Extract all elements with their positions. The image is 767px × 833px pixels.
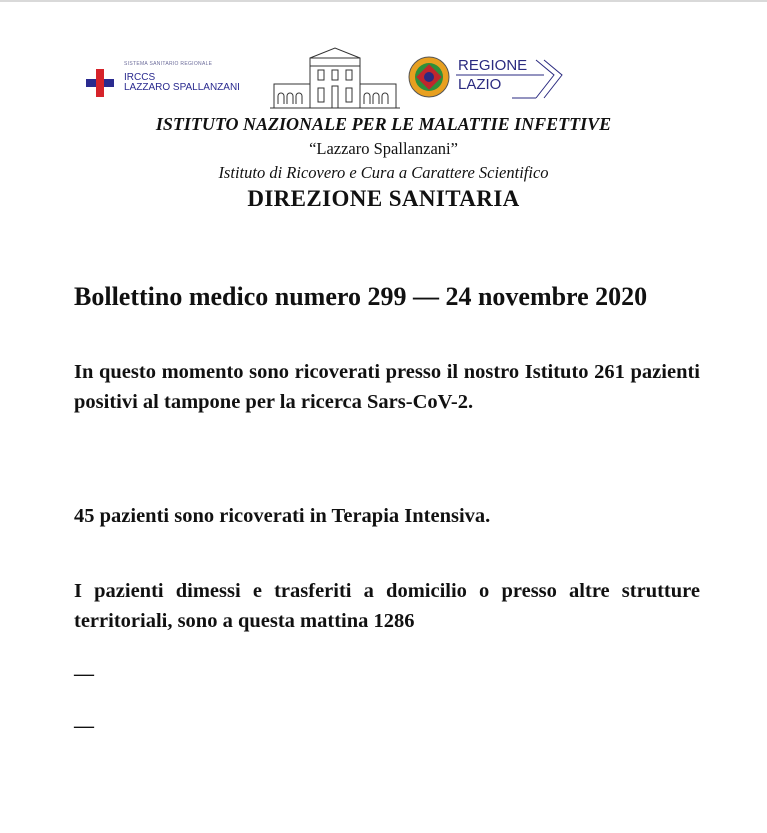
institute-title: ISTITUTO NAZIONALE PER LE MALATTIE INFETTIVE xyxy=(155,114,612,134)
institute-subtitle: Istituto di Ricovero e Cura a Carattere Scientifico xyxy=(218,163,549,182)
separator-dash: — xyxy=(74,663,94,685)
separator-dash: — xyxy=(74,715,94,737)
bulletin-paragraph-icu: 45 pazienti sono ricoverati in Terapia Intensiva. xyxy=(74,505,491,527)
regione-lazio-logo xyxy=(408,56,578,102)
department-title: DIREZIONE SANITARIA xyxy=(247,186,520,211)
irccs-small-caption: SISTEMA SANITARIO REGIONALE xyxy=(124,61,213,67)
irccs-logo xyxy=(86,58,266,98)
header-logos xyxy=(86,44,586,112)
institute-name: “Lazzaro Spallanzani” xyxy=(309,139,458,158)
top-border xyxy=(0,0,767,2)
irccs-name: LAZZARO SPALLANZANI xyxy=(124,82,240,93)
bulletin-paragraph-hospitalized: In questo momento sono ricoverati presso il nostro Istituto 261 pazienti positivi al tampone per la ricerca Sars-CoV-2. xyxy=(74,361,700,413)
institute-building-icon xyxy=(270,44,400,110)
irccs-label: IRCCS xyxy=(124,72,156,83)
medical-cross-icon xyxy=(86,69,114,97)
regione-label: REGIONE xyxy=(458,57,528,74)
bulletin-paragraph-discharged: I pazienti dimessi e trasferiti a domicilio o presso altre strutture territoriali, sono a questa mattina 1286 xyxy=(74,580,700,632)
regione-emblem-icon xyxy=(408,56,450,98)
regione-chevron-lines xyxy=(452,56,572,102)
bulletin-title: Bollettino medico numero 299 — 24 novembre 2020 xyxy=(74,282,648,311)
lazio-label: LAZIO xyxy=(458,76,502,93)
